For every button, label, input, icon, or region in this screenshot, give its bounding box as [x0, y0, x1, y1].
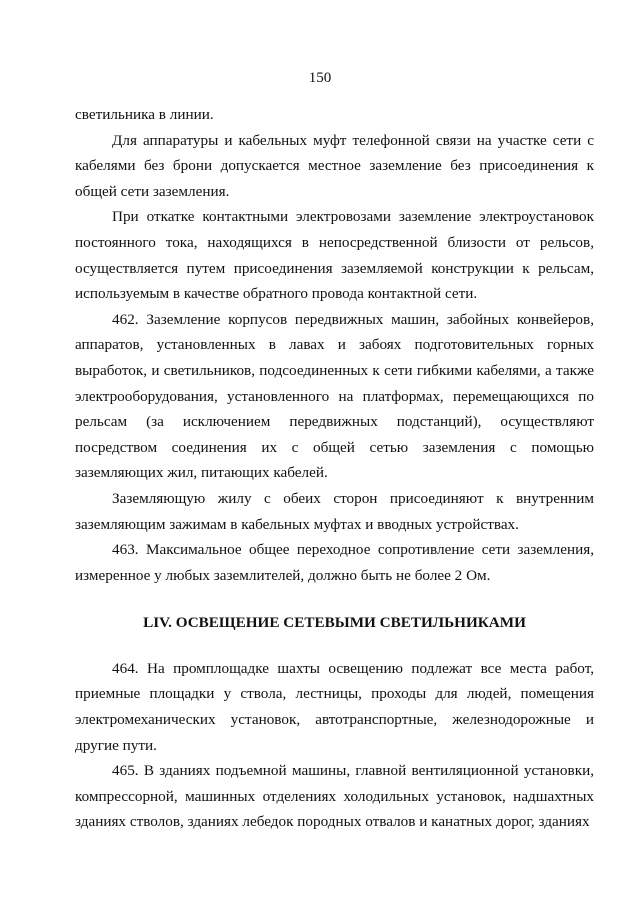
- document-body: [75, 102, 594, 835]
- section-heading: LIV. ОСВЕЩЕНИЕ СЕТЕВЫМИ СВЕТИЛЬНИКАМИ: [143, 614, 526, 632]
- paragraph: 463. Максимальное общее переходное сопротивление сети заземления, измеренное у любых заземлителей, должно быть не более 2 Ом.: [75, 541, 594, 584]
- paragraph: Для аппаратуры и кабельных муфт телефонной связи на участке сети с кабелями без брони допускается местное заземление без присоединения к общей сети заземления.: [75, 131, 594, 200]
- paragraph: Заземляющую жилу с обеих сторон присоединяют к внутренним заземляющим зажимам в кабельных муфтах и вводных устройствах.: [75, 489, 594, 533]
- paragraph: 462. Заземление корпусов передвижных машин, забойных конвейеров, аппаратов, установленных в лавах и забоях подготовительных горных выработок, и светильников, подсоединенных к сети гибкими кабелями, а также электрооборудования, установленного на платформах, перемещающихся по рельсам (за исключением передвижных подстанций), осуществляют посредством соединения их с общей сетью заземления с помощью заземляющих жил, питающих кабелей.: [75, 310, 594, 482]
- paragraph: 465. В зданиях подъемной машины, главной вентиляционной установки, компрессорной, машинных отделениях холодильных установок, надшахтных зданиях стволов, зданиях лебедок породных отвалов и канатных дорог, зданиях: [75, 762, 594, 831]
- paragraph: 464. На промплощадке шахты освещению подлежат все места работ, приемные площадки у ствола, лестницы, проходы для людей, помещения электромеханических установок, автотранспортные, железнодорожные и другие пути.: [75, 659, 594, 754]
- paragraph: светильника в линии.: [75, 106, 214, 123]
- paragraph: При откатке контактными электровозами заземление электроустановок постоянного тока, находящихся в непосредственной близости от рельсов, осуществляется путем присоединения заземляемой конструкции к рельсам, используемым в качестве обратного провода контактной сети.: [75, 208, 594, 303]
- page-number: 150: [308, 70, 332, 86]
